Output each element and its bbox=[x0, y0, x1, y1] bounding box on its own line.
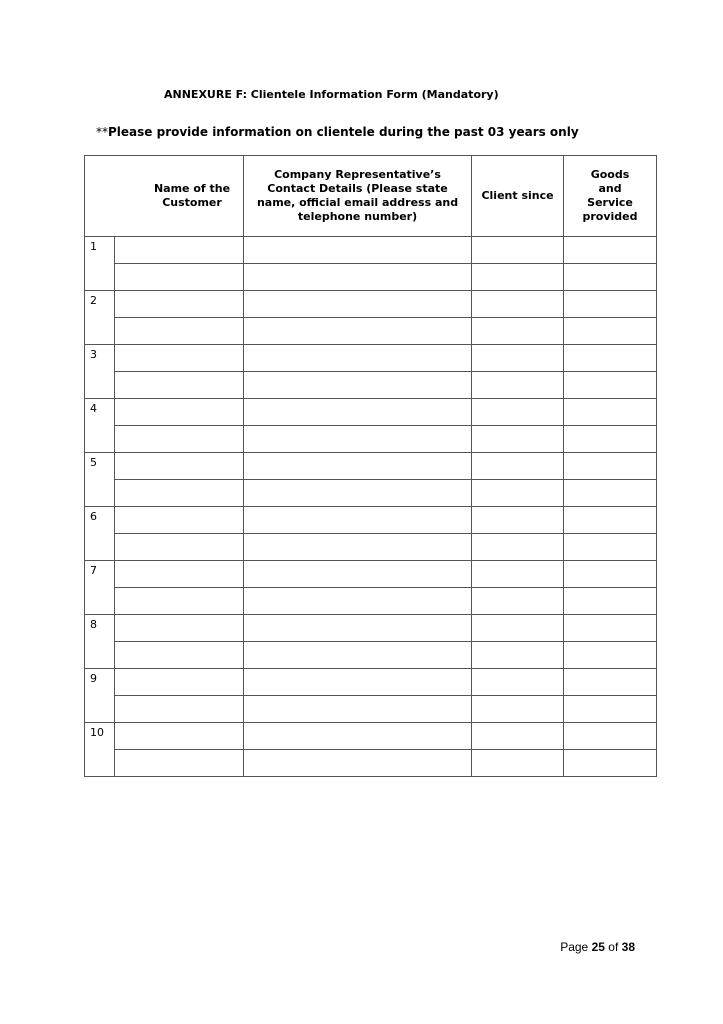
table-row bbox=[85, 507, 657, 534]
row-number: 6 bbox=[85, 507, 115, 561]
contact-details-cell[interactable] bbox=[244, 534, 472, 561]
goods-services-cell[interactable] bbox=[564, 507, 657, 534]
table-row bbox=[85, 453, 657, 480]
contact-details-cell[interactable] bbox=[244, 480, 472, 507]
customer-name-cell[interactable] bbox=[115, 534, 244, 561]
contact-details-cell[interactable] bbox=[244, 345, 472, 372]
table-body bbox=[85, 237, 657, 777]
customer-name-cell[interactable] bbox=[115, 750, 244, 777]
header-customer-name-label: Name of the Customer bbox=[153, 182, 231, 209]
table-row bbox=[85, 696, 657, 723]
goods-services-cell[interactable] bbox=[564, 264, 657, 291]
contact-details-cell[interactable] bbox=[244, 561, 472, 588]
table-row bbox=[85, 750, 657, 777]
header-contact-details bbox=[244, 156, 472, 237]
goods-services-cell[interactable] bbox=[564, 723, 657, 750]
contact-details-cell[interactable] bbox=[244, 588, 472, 615]
contact-details-cell[interactable] bbox=[244, 318, 472, 345]
row-number: 1 bbox=[85, 237, 115, 291]
goods-services-cell[interactable] bbox=[564, 345, 657, 372]
goods-services-cell[interactable] bbox=[564, 318, 657, 345]
table-row bbox=[85, 534, 657, 561]
table-row bbox=[85, 237, 657, 264]
client-since-cell[interactable] bbox=[472, 750, 564, 777]
contact-details-cell[interactable] bbox=[244, 696, 472, 723]
table-row bbox=[85, 642, 657, 669]
instruction-note bbox=[96, 125, 579, 139]
table-row bbox=[85, 291, 657, 318]
contact-details-cell[interactable] bbox=[244, 669, 472, 696]
table-row bbox=[85, 615, 657, 642]
client-since-cell[interactable] bbox=[472, 345, 564, 372]
header-contact-details-label: Company Representative’s Contact Details (Please state name, official email address and telephone number) bbox=[256, 168, 459, 223]
table-row bbox=[85, 588, 657, 615]
table-row bbox=[85, 345, 657, 372]
client-since-cell[interactable] bbox=[472, 615, 564, 642]
table-row bbox=[85, 372, 657, 399]
customer-name-cell[interactable] bbox=[115, 588, 244, 615]
customer-name-cell[interactable] bbox=[115, 264, 244, 291]
client-since-cell[interactable] bbox=[472, 237, 564, 264]
goods-services-cell[interactable] bbox=[564, 399, 657, 426]
row-number: 7 bbox=[85, 561, 115, 615]
table-row bbox=[85, 480, 657, 507]
customer-name-cell[interactable] bbox=[115, 372, 244, 399]
goods-services-cell[interactable] bbox=[564, 669, 657, 696]
row-number: 4 bbox=[85, 399, 115, 453]
goods-services-cell[interactable] bbox=[564, 453, 657, 480]
goods-services-cell[interactable] bbox=[564, 696, 657, 723]
customer-name-cell[interactable] bbox=[115, 318, 244, 345]
row-number: 2 bbox=[85, 291, 115, 345]
customer-name-cell[interactable] bbox=[115, 669, 244, 696]
customer-name-cell[interactable] bbox=[115, 291, 244, 318]
contact-details-cell[interactable] bbox=[244, 264, 472, 291]
table-row bbox=[85, 723, 657, 750]
page-footer bbox=[560, 940, 635, 954]
contact-details-cell[interactable] bbox=[244, 372, 472, 399]
client-since-cell[interactable] bbox=[472, 588, 564, 615]
customer-name-cell[interactable] bbox=[115, 615, 244, 642]
customer-name-cell[interactable] bbox=[115, 480, 244, 507]
note-text: Please provide information on clientele during the past 03 years only bbox=[108, 125, 579, 139]
goods-services-cell[interactable] bbox=[564, 237, 657, 264]
goods-services-cell[interactable] bbox=[564, 534, 657, 561]
goods-services-cell[interactable] bbox=[564, 642, 657, 669]
contact-details-cell[interactable] bbox=[244, 291, 472, 318]
goods-services-cell[interactable] bbox=[564, 480, 657, 507]
row-number: 5 bbox=[85, 453, 115, 507]
client-since-cell[interactable] bbox=[472, 480, 564, 507]
client-since-cell[interactable] bbox=[472, 426, 564, 453]
client-since-cell[interactable] bbox=[472, 453, 564, 480]
contact-details-cell[interactable] bbox=[244, 750, 472, 777]
contact-details-cell[interactable] bbox=[244, 237, 472, 264]
table-row bbox=[85, 264, 657, 291]
header-client-since-label: Client since bbox=[481, 189, 554, 202]
contact-details-cell[interactable] bbox=[244, 723, 472, 750]
goods-services-cell[interactable] bbox=[564, 615, 657, 642]
client-since-cell[interactable] bbox=[472, 642, 564, 669]
contact-details-cell[interactable] bbox=[244, 426, 472, 453]
customer-name-cell[interactable] bbox=[115, 426, 244, 453]
contact-details-cell[interactable] bbox=[244, 642, 472, 669]
row-number: 3 bbox=[85, 345, 115, 399]
client-since-cell[interactable] bbox=[472, 507, 564, 534]
row-number: 10 bbox=[85, 723, 115, 777]
row-number: 9 bbox=[85, 669, 115, 723]
goods-services-cell[interactable] bbox=[564, 426, 657, 453]
client-since-cell[interactable] bbox=[472, 318, 564, 345]
client-since-cell[interactable] bbox=[472, 534, 564, 561]
client-since-cell[interactable] bbox=[472, 372, 564, 399]
customer-name-cell[interactable] bbox=[115, 237, 244, 264]
client-since-cell[interactable] bbox=[472, 561, 564, 588]
clientele-table bbox=[84, 155, 657, 777]
contact-details-cell[interactable] bbox=[244, 399, 472, 426]
goods-services-cell[interactable] bbox=[564, 750, 657, 777]
of-label: of bbox=[608, 940, 619, 954]
header-row bbox=[85, 156, 657, 237]
table-row bbox=[85, 669, 657, 696]
customer-name-cell[interactable] bbox=[115, 561, 244, 588]
customer-name-cell[interactable] bbox=[115, 507, 244, 534]
table-row bbox=[85, 318, 657, 345]
client-since-cell[interactable] bbox=[472, 696, 564, 723]
table-row bbox=[85, 399, 657, 426]
customer-name-cell[interactable] bbox=[115, 642, 244, 669]
client-since-cell[interactable] bbox=[472, 723, 564, 750]
header-goods-services-label: Goods and Service provided bbox=[582, 168, 638, 223]
contact-details-cell[interactable] bbox=[244, 507, 472, 534]
client-since-cell[interactable] bbox=[472, 264, 564, 291]
table-row bbox=[85, 426, 657, 453]
customer-name-cell[interactable] bbox=[115, 723, 244, 750]
customer-name-cell[interactable] bbox=[115, 696, 244, 723]
page-current: 25 bbox=[591, 940, 605, 954]
customer-name-cell[interactable] bbox=[115, 453, 244, 480]
table-row bbox=[85, 561, 657, 588]
row-number: 8 bbox=[85, 615, 115, 669]
note-asterisks: ** bbox=[96, 125, 108, 139]
goods-services-cell[interactable] bbox=[564, 588, 657, 615]
client-since-cell[interactable] bbox=[472, 291, 564, 318]
client-since-cell[interactable] bbox=[472, 669, 564, 696]
goods-services-cell[interactable] bbox=[564, 561, 657, 588]
header-goods-services bbox=[564, 156, 657, 237]
page-total: 38 bbox=[621, 940, 635, 954]
page-label: Page bbox=[560, 940, 589, 954]
customer-name-cell[interactable] bbox=[115, 345, 244, 372]
form-title: ANNEXURE F: Clientele Information Form (Mandatory) bbox=[164, 88, 499, 101]
contact-details-cell[interactable] bbox=[244, 453, 472, 480]
goods-services-cell[interactable] bbox=[564, 291, 657, 318]
client-since-cell[interactable] bbox=[472, 399, 564, 426]
customer-name-cell[interactable] bbox=[115, 399, 244, 426]
contact-details-cell[interactable] bbox=[244, 615, 472, 642]
goods-services-cell[interactable] bbox=[564, 372, 657, 399]
header-client-since bbox=[472, 156, 564, 237]
header-customer-name bbox=[85, 156, 244, 237]
